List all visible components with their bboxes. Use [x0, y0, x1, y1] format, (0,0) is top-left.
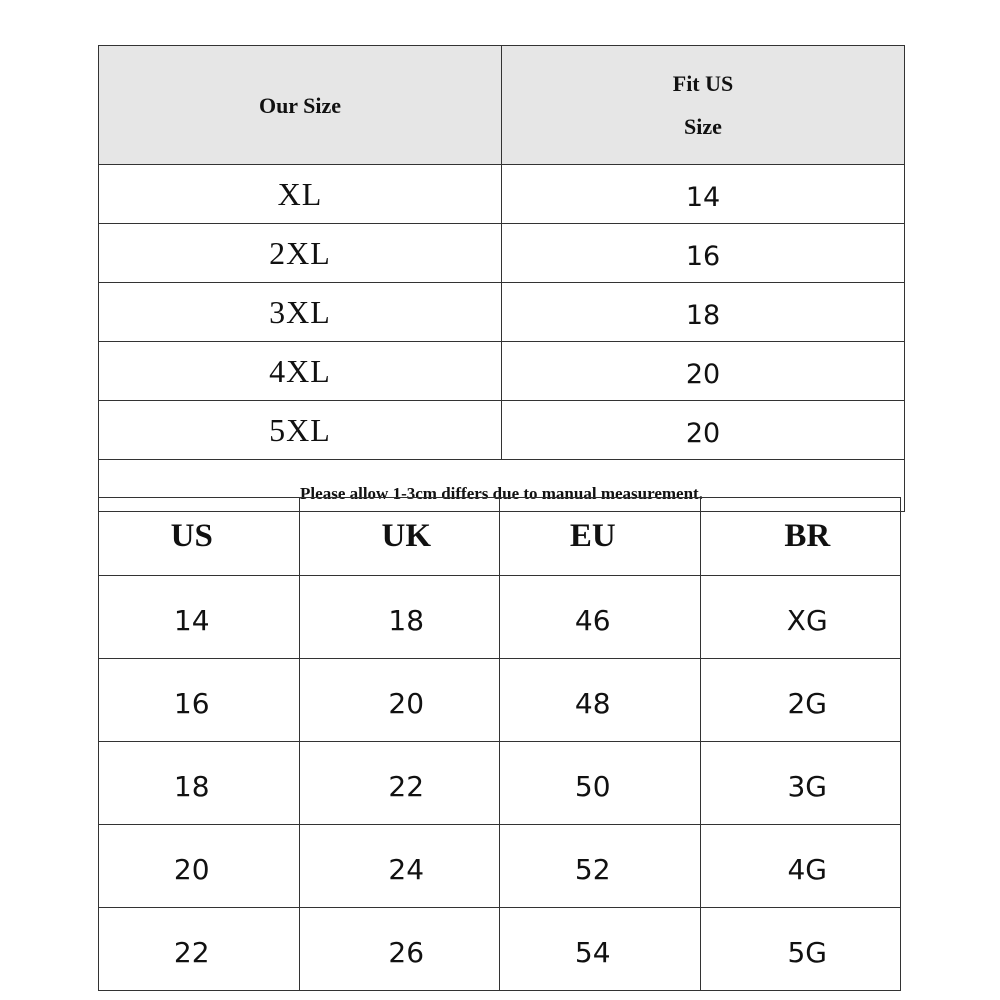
table-row	[99, 576, 901, 659]
eu-cell: 54	[500, 908, 701, 991]
uk-cell: 22	[299, 742, 500, 825]
header-us: US	[99, 498, 300, 576]
us-cell: 14	[99, 576, 300, 659]
eu-cell: 46	[500, 576, 701, 659]
us-size-cell: 14	[502, 165, 905, 224]
table-row	[99, 825, 901, 908]
us-cell: 16	[99, 659, 300, 742]
table-row	[99, 908, 901, 991]
table-row	[99, 283, 905, 342]
table-row	[99, 342, 905, 401]
br-cell: 4G	[700, 825, 901, 908]
table-row	[99, 224, 905, 283]
our-size-cell: 3XL	[99, 283, 502, 342]
us-size-cell: 16	[502, 224, 905, 283]
size-conversion-table	[98, 497, 901, 991]
table-row	[99, 659, 901, 742]
size-fit-table	[98, 45, 905, 512]
eu-cell: 52	[500, 825, 701, 908]
us-size-cell: 18	[502, 283, 905, 342]
us-size-cell: 20	[502, 401, 905, 460]
uk-cell: 18	[299, 576, 500, 659]
header-eu: EU	[500, 498, 701, 576]
measurement-note: Please allow 1-3cm differs due to manual measurement.	[99, 460, 905, 512]
br-cell: 5G	[700, 908, 901, 991]
our-size-cell: 5XL	[99, 401, 502, 460]
eu-cell: 48	[500, 659, 701, 742]
our-size-header	[99, 46, 502, 165]
br-cell: 3G	[700, 742, 901, 825]
table-row	[99, 742, 901, 825]
br-cell: 2G	[700, 659, 901, 742]
us-cell: 22	[99, 908, 300, 991]
table-row	[99, 401, 905, 460]
our-size-cell: XL	[99, 165, 502, 224]
table-row	[99, 165, 905, 224]
our-size-header-label: Our Size	[258, 92, 342, 118]
uk-cell: 20	[299, 659, 500, 742]
eu-cell: 50	[500, 742, 701, 825]
us-size-cell: 20	[502, 342, 905, 401]
conversion-header-row	[99, 498, 901, 576]
fit-us-size-header	[502, 46, 905, 165]
us-cell: 20	[99, 825, 300, 908]
br-cell: XG	[700, 576, 901, 659]
our-size-cell: 2XL	[99, 224, 502, 283]
header-br: BR	[700, 498, 901, 576]
size-table-header-row	[99, 46, 905, 165]
uk-cell: 24	[299, 825, 500, 908]
our-size-cell: 4XL	[99, 342, 502, 401]
header-uk: UK	[299, 498, 500, 576]
fit-us-header-line2: Size	[684, 114, 722, 139]
us-cell: 18	[99, 742, 300, 825]
uk-cell: 26	[299, 908, 500, 991]
fit-us-header-line1: Fit US	[672, 71, 734, 96]
